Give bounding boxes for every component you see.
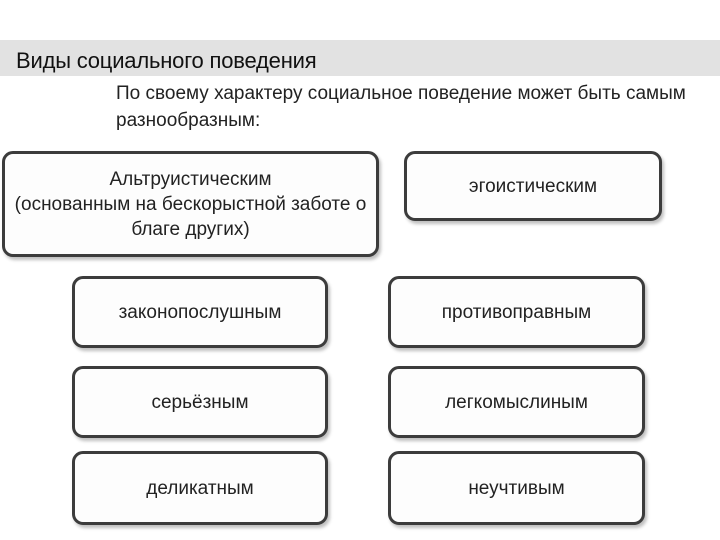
box-serious: [72, 366, 328, 438]
box-frivolous: [388, 366, 645, 438]
box-frivolous-label: легкомыслиным: [445, 391, 588, 413]
box-altruistic: [2, 151, 379, 257]
box-egoistic: [404, 151, 662, 221]
box-egoistic-label: эгоистическим: [468, 175, 598, 197]
box-unlawful: [388, 276, 645, 348]
box-delicate-label: деликатным: [146, 477, 254, 499]
slide-subtitle: По своему характеру социальное поведение может быть самым разнообразным:: [116, 83, 686, 131]
box-unlawful-label: противоправным: [441, 301, 592, 323]
box-delicate: [72, 451, 328, 525]
box-altruistic-label: Альтруистическим (основанным на бескорыстной заботе о благе других): [14, 168, 367, 240]
slide-title: Виды социального поведения: [16, 48, 317, 73]
box-serious-label: серьёзным: [151, 391, 249, 413]
box-law-abiding-label: законопослушным: [118, 301, 282, 323]
box-impolite-label: неучтивым: [468, 477, 565, 499]
box-impolite: [388, 451, 645, 525]
box-law-abiding: [72, 276, 328, 348]
